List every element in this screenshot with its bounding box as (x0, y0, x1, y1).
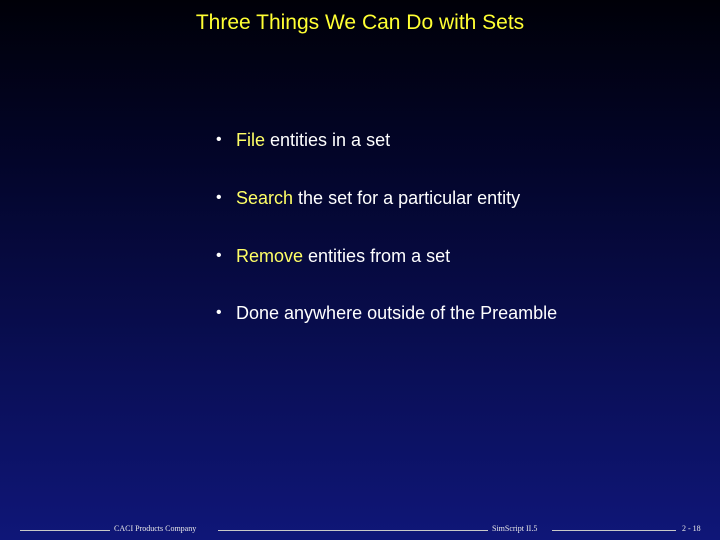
bullet-keyword: Remove (236, 246, 304, 266)
bullet-dot-icon: • (216, 304, 222, 321)
bullet-done-anywhere (216, 301, 636, 325)
footer-divider (20, 530, 110, 531)
bullet-dot-icon: • (216, 247, 222, 264)
bullet-text: entities in a set (265, 130, 391, 150)
bullet-dot-icon: • (216, 131, 222, 148)
bullet-remove (216, 244, 636, 268)
bullet-keyword: File (236, 130, 266, 150)
bullet-text: the set for a particular entity (293, 188, 521, 208)
footer-divider (218, 530, 488, 531)
footer-page-number: 2 - 18 (682, 524, 701, 533)
bullet-keyword: Search (236, 188, 294, 208)
bullet-search (216, 186, 636, 210)
slide-footer (0, 524, 720, 538)
bullet-text: Done anywhere outside of the Preamble (236, 303, 558, 323)
footer-divider (552, 530, 676, 531)
footer-product: SimScript II.5 (492, 524, 538, 533)
slide-title: Three Things We Can Do with Sets (195, 11, 525, 34)
bullet-dot-icon: • (216, 189, 222, 206)
bullet-file (216, 128, 636, 152)
bullet-text: entities from a set (303, 246, 451, 266)
footer-company: CACI Products Company (114, 524, 197, 533)
